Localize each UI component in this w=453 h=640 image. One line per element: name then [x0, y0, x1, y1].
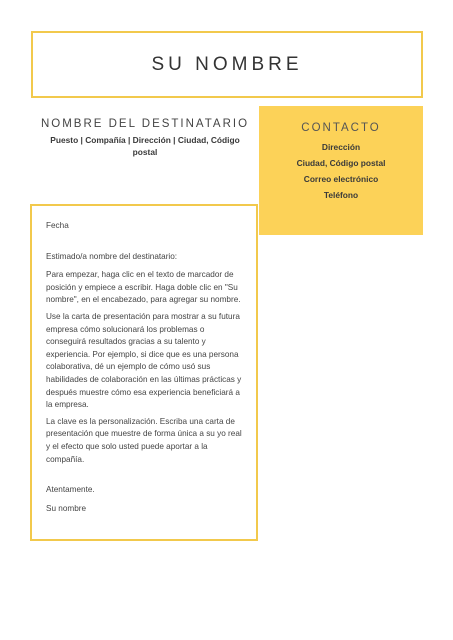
letter-signature[interactable]: Su nombre [46, 503, 87, 513]
recipient-name[interactable]: NOMBRE DEL DESTINATARIO [40, 118, 250, 130]
letter-paragraph-2[interactable]: Use la carta de presentación para mostrar a su futura empresa cómo solucionará los problemas o conseguirá resultados gracias a su talento y experiencia. Por ejemplo, si dice que es una persona colaborativa, dé un ejemplo de cómo usó sus habilidades de colaboración en las últimas prácticas y después muestre cómo esa experiencia beneficiará a la empresa. [46, 311, 242, 410]
letter-closing[interactable]: Atentamente. [46, 485, 95, 495]
letter-greeting[interactable]: Estimado/a nombre del destinatario: [46, 251, 178, 261]
contact-address[interactable]: Dirección [321, 142, 361, 152]
recipient-block [31, 118, 259, 158]
letter-paragraph-3[interactable]: La clave es la personalización. Escriba una carta de presentación que muestre de forma única a su yo real y el efecto que solo usted puede aportar a la compañía. [46, 416, 242, 464]
contact-city[interactable]: Ciudad, Código postal [296, 158, 386, 168]
recipient-details[interactable]: Puesto | Compañía | Dirección | Ciudad, Código postal [50, 135, 240, 158]
contact-title: CONTACTO [301, 122, 381, 134]
letter-paragraph-1[interactable]: Para empezar, haga clic en el texto de marcador de posición y empiece a escribir. Haga doble clic en "Su nombre", en el encabezado, para agregar su nombre. [46, 270, 241, 305]
letter-date[interactable]: Fecha [46, 221, 69, 230]
contact-phone[interactable]: Teléfono [323, 190, 359, 200]
contact-box [259, 106, 423, 235]
letter-body-box [30, 204, 258, 541]
header-name-box [31, 31, 423, 98]
sender-name[interactable]: SU NOMBRE [151, 53, 303, 75]
contact-email[interactable]: Correo electrónico [303, 174, 379, 184]
